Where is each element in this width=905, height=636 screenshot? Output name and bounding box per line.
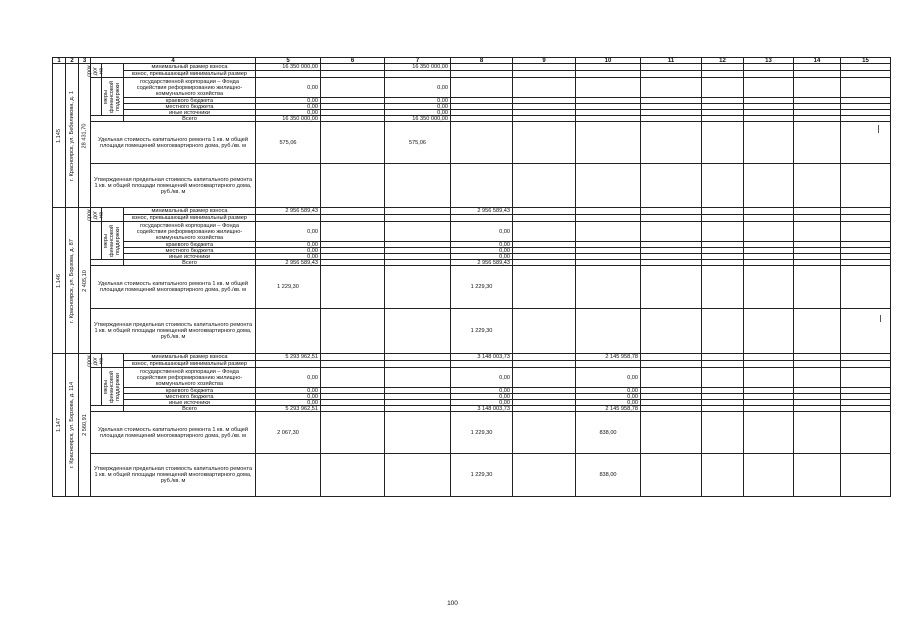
block-address bbox=[65, 207, 79, 354]
value-region-c7: 0,00 bbox=[384, 97, 451, 104]
block-id-text: 1.146 bbox=[56, 273, 62, 288]
value-fund-c13 bbox=[743, 221, 794, 242]
value-unit-c10 bbox=[575, 265, 641, 309]
value-unit-c8: 1 229,30 bbox=[450, 411, 513, 454]
value-other-c10: 0,00 bbox=[575, 399, 641, 406]
value-fund-c12 bbox=[701, 367, 744, 388]
row-label-region: краевого бюджета bbox=[123, 97, 256, 104]
block-area-text: 2 560,91 bbox=[81, 414, 88, 436]
value-other-c8: 0,00 bbox=[450, 253, 513, 260]
row-label-min: минимальный размер взноса bbox=[123, 207, 256, 215]
block-id bbox=[52, 207, 66, 354]
value-local-c5: 0,00 bbox=[255, 393, 321, 400]
value-limit-c14 bbox=[793, 308, 841, 354]
row-label-fund: государственной корпорации – Фонда содействия реформированию жилищно-коммунального хозяйства bbox=[123, 221, 256, 242]
header-col-8: 8 bbox=[450, 57, 513, 64]
value-fund-c7 bbox=[384, 367, 451, 388]
row-label-region: краевого бюджета bbox=[123, 387, 256, 394]
row-label-unit: Удельная стоимость капитального ремонта 1 кв. м общей площади помещений многоквартирного дома, руб./кв. м bbox=[90, 265, 256, 309]
value-unit-c11 bbox=[640, 265, 702, 309]
value-region-c5: 0,00 bbox=[255, 97, 321, 104]
value-fund-c13 bbox=[743, 77, 794, 98]
value-fund-c14 bbox=[793, 221, 841, 242]
row-label-local: местного бюджета bbox=[123, 247, 256, 254]
row-label-over: взнос, превышающий минимальный размер bbox=[123, 214, 256, 222]
page-number: 100 bbox=[447, 600, 458, 607]
value-limit-c14 bbox=[793, 163, 841, 208]
value-other-c5: 0,00 bbox=[255, 109, 321, 116]
value-region-c5: 0,00 bbox=[255, 241, 321, 248]
value-fund-c9 bbox=[512, 77, 576, 98]
row-label-min: минимальный размер взноса bbox=[123, 63, 256, 71]
header-col-7: 7 bbox=[384, 57, 451, 64]
row-label-other: иные источники bbox=[123, 109, 256, 116]
value-limit-c9 bbox=[512, 163, 576, 208]
block-id-text: 1.147 bbox=[56, 418, 62, 432]
value-fund-c10 bbox=[575, 77, 641, 98]
value-fund-c7 bbox=[384, 221, 451, 242]
row-label-limit: Утвержденная предельная стоимость капитального ремонта 1 кв. м общей площади помещений многоквартирного дома, руб./кв. м bbox=[90, 453, 256, 497]
value-min-c8: 3 148 003,73 bbox=[450, 353, 513, 361]
value-fund-c6 bbox=[320, 221, 385, 242]
value-limit-c6 bbox=[320, 453, 385, 497]
value-limit-c6 bbox=[320, 163, 385, 208]
value-fund-c14 bbox=[793, 367, 841, 388]
header-col-2: 2 bbox=[65, 57, 79, 64]
row-label-region: краевого бюджета bbox=[123, 241, 256, 248]
header-col-15: 15 bbox=[840, 57, 891, 64]
value-unit-c14 bbox=[793, 121, 841, 164]
value-unit-c12 bbox=[701, 121, 744, 164]
support-measures-label-text: меры финансовой поддержки bbox=[103, 80, 122, 113]
row-label-min: минимальный размер взноса bbox=[123, 353, 256, 361]
value-unit-c13 bbox=[743, 121, 794, 164]
value-unit-c11 bbox=[640, 121, 702, 164]
value-region-c5: 0,00 bbox=[255, 387, 321, 394]
header-col-6: 6 bbox=[320, 57, 385, 64]
value-min-c8: 2 956 589,43 bbox=[450, 207, 513, 215]
value-fund-c12 bbox=[701, 77, 744, 98]
row-label-fund: государственной корпорации – Фонда содействия реформированию жилищно-коммунального хозяйства bbox=[123, 77, 256, 98]
block-address-text: г. Красноярск, ул. Бебеликова, д. 1 bbox=[69, 90, 76, 181]
value-unit-c5: 2 067,30 bbox=[255, 411, 321, 454]
row-label-total: Всего bbox=[123, 259, 256, 266]
value-limit-c10 bbox=[575, 163, 641, 208]
value-unit-c14 bbox=[793, 265, 841, 309]
value-region-c8: 0,00 bbox=[450, 241, 513, 248]
header-col-11: 11 bbox=[640, 57, 702, 64]
block-address bbox=[65, 353, 79, 497]
row-label-unit: Удельная стоимость капитального ремонта 1 кв. м общей площади помещений многоквартирного дома, руб./кв. м bbox=[90, 121, 256, 164]
value-unit-c13 bbox=[743, 265, 794, 309]
support-measures-label-text: меры финансовой поддержки bbox=[103, 224, 122, 257]
support-measures-label-text: меры финансовой поддержки bbox=[103, 370, 122, 403]
value-unit-c15 bbox=[840, 265, 891, 309]
value-fund-c10 bbox=[575, 221, 641, 242]
value-limit-c8: 1 229,30 bbox=[450, 453, 513, 497]
value-limit-c9 bbox=[512, 453, 576, 497]
value-fund-c15 bbox=[840, 367, 891, 388]
value-fund-c11 bbox=[640, 367, 702, 388]
row-label-fund: государственной корпорации – Фонда содействия реформированию жилищно-коммунального хозяйства bbox=[123, 367, 256, 388]
value-total-c10: 2 145 958,78 bbox=[575, 405, 641, 412]
value-total-c8: 2 956 589,43 bbox=[450, 259, 513, 266]
value-limit-c10 bbox=[575, 308, 641, 354]
value-limit-c10: 838,00 bbox=[575, 453, 641, 497]
value-fund-c15 bbox=[840, 77, 891, 98]
row-label-limit: Утвержденная предельная стоимость капитального ремонта 1 кв. м общей площади помещений многоквартирного дома, руб./кв. м bbox=[90, 308, 256, 354]
value-limit-c12 bbox=[701, 453, 744, 497]
row-label-over: взнос, превышающий минимальный размер bbox=[123, 70, 256, 78]
value-fund-c12 bbox=[701, 221, 744, 242]
value-limit-c5 bbox=[255, 163, 321, 208]
value-fund-c11 bbox=[640, 77, 702, 98]
value-limit-c11 bbox=[640, 308, 702, 354]
value-local-c8: 0,00 bbox=[450, 393, 513, 400]
value-unit-c6 bbox=[320, 265, 385, 309]
row-label-limit: Утвержденная предельная стоимость капитального ремонта 1 кв. м общей площади помещений многоквартирного дома, руб./кв. м bbox=[90, 163, 256, 208]
value-limit-c6 bbox=[320, 308, 385, 354]
value-fund-c6 bbox=[320, 77, 385, 98]
row-label-over: взнос, превышающий минимальный размер bbox=[123, 360, 256, 368]
value-limit-c13 bbox=[743, 308, 794, 354]
value-total-c7: 16 350 000,00 bbox=[384, 115, 451, 122]
value-min-c5: 16 350 000,00 bbox=[255, 63, 321, 71]
value-region-c8: 0,00 bbox=[450, 387, 513, 394]
value-total-c5: 2 956 589,43 bbox=[255, 259, 321, 266]
value-unit-c9 bbox=[512, 411, 576, 454]
value-limit-c5 bbox=[255, 308, 321, 354]
header-col-5: 5 bbox=[255, 57, 321, 64]
value-limit-c9 bbox=[512, 308, 576, 354]
value-fund-c15 bbox=[840, 221, 891, 242]
value-unit-c9 bbox=[512, 265, 576, 309]
value-fund-c14 bbox=[793, 77, 841, 98]
value-unit-c7 bbox=[384, 265, 451, 309]
value-fund-c11 bbox=[640, 221, 702, 242]
value-other-c8: 0,00 bbox=[450, 399, 513, 406]
deadline-label-text: срок дог на bbox=[87, 64, 105, 77]
value-unit-c14 bbox=[793, 411, 841, 454]
value-local-c10: 0,00 bbox=[575, 393, 641, 400]
header-col-12: 12 bbox=[701, 57, 744, 64]
header-col-1: 1 bbox=[52, 57, 66, 64]
value-unit-c6 bbox=[320, 411, 385, 454]
value-local-c8: 0,00 bbox=[450, 247, 513, 254]
value-local-c5: 0,00 bbox=[255, 103, 321, 110]
row-label-unit: Удельная стоимость капитального ремонта 1 кв. м общей площади помещений многоквартирного дома, руб./кв. м bbox=[90, 411, 256, 454]
value-unit-c10: 838,00 bbox=[575, 411, 641, 454]
value-fund-c5: 0,00 bbox=[255, 77, 321, 98]
block-area-text: 28 431,70 bbox=[81, 123, 88, 148]
value-fund-c6 bbox=[320, 367, 385, 388]
value-other-c7: 0,00 bbox=[384, 109, 451, 116]
value-fund-c8: 0,00 bbox=[450, 221, 513, 242]
block-id bbox=[52, 353, 66, 497]
value-limit-c12 bbox=[701, 163, 744, 208]
value-total-c5: 16 350 000,00 bbox=[255, 115, 321, 122]
value-min-c7: 16 350 000,00 bbox=[384, 63, 451, 71]
block-address-text: г. Красноярск, ул. Борзова, д. 114 bbox=[69, 381, 75, 469]
value-fund-c7: 0,00 bbox=[384, 77, 451, 98]
value-unit-c8: 1 229,30 bbox=[450, 265, 513, 309]
value-other-c5: 0,00 bbox=[255, 253, 321, 260]
row-label-other: иные источники bbox=[123, 399, 256, 406]
value-unit-c12 bbox=[701, 265, 744, 309]
value-fund-c10: 0,00 bbox=[575, 367, 641, 388]
value-limit-c15 bbox=[840, 308, 891, 354]
scan-mark bbox=[878, 125, 879, 133]
value-min-c5: 5 293 962,51 bbox=[255, 353, 321, 361]
block-id bbox=[52, 63, 66, 208]
value-fund-c9 bbox=[512, 221, 576, 242]
row-label-local: местного бюджета bbox=[123, 103, 256, 110]
header-col-3: 3 bbox=[78, 57, 91, 64]
value-limit-c11 bbox=[640, 453, 702, 497]
header-col-13: 13 bbox=[743, 57, 794, 64]
support-measures-label bbox=[101, 367, 124, 406]
value-limit-c7 bbox=[384, 163, 451, 208]
value-fund-c13 bbox=[743, 367, 794, 388]
block-address bbox=[65, 63, 79, 208]
value-unit-c15 bbox=[840, 121, 891, 164]
value-limit-c7 bbox=[384, 453, 451, 497]
value-fund-c8: 0,00 bbox=[450, 367, 513, 388]
block-area-text: 2 405,10 bbox=[81, 269, 88, 292]
row-label-total: Всего bbox=[123, 115, 256, 122]
value-unit-c15 bbox=[840, 411, 891, 454]
value-unit-c6 bbox=[320, 121, 385, 164]
value-min-c10: 2 145 958,78 bbox=[575, 353, 641, 361]
row-label-total: Всего bbox=[123, 405, 256, 412]
scan-mark bbox=[880, 315, 881, 322]
value-local-c5: 0,00 bbox=[255, 247, 321, 254]
block-address-text: г. Красноярск, ул. Борзова, д. 87 bbox=[69, 238, 75, 323]
value-other-c5: 0,00 bbox=[255, 399, 321, 406]
value-unit-c5: 1 229,30 bbox=[255, 265, 321, 309]
header-col-10: 10 bbox=[575, 57, 641, 64]
value-limit-c8: 1 229,30 bbox=[450, 308, 513, 354]
value-fund-c9 bbox=[512, 367, 576, 388]
value-unit-c13 bbox=[743, 411, 794, 454]
value-limit-c13 bbox=[743, 453, 794, 497]
value-unit-c9 bbox=[512, 121, 576, 164]
value-fund-c5: 0,00 bbox=[255, 221, 321, 242]
value-limit-c15 bbox=[840, 453, 891, 497]
value-limit-c7 bbox=[384, 308, 451, 354]
value-fund-c8 bbox=[450, 77, 513, 98]
value-limit-c11 bbox=[640, 163, 702, 208]
value-unit-c7: 575,06 bbox=[384, 121, 451, 164]
header-col-4: 4 bbox=[90, 57, 256, 64]
value-local-c7: 0,00 bbox=[384, 103, 451, 110]
sub-cell bbox=[101, 207, 124, 222]
value-fund-c5: 0,00 bbox=[255, 367, 321, 388]
header-col-9: 9 bbox=[512, 57, 576, 64]
value-limit-c15 bbox=[840, 163, 891, 208]
value-unit-c5: 575,06 bbox=[255, 121, 321, 164]
value-unit-c7 bbox=[384, 411, 451, 454]
support-measures-label bbox=[101, 77, 124, 116]
value-min-c5: 2 956 589,43 bbox=[255, 207, 321, 215]
deadline-label-text: срок дог на bbox=[87, 208, 105, 221]
value-unit-c12 bbox=[701, 411, 744, 454]
value-unit-c11 bbox=[640, 411, 702, 454]
value-limit-c5 bbox=[255, 453, 321, 497]
deadline-label-text: срок дог на bbox=[87, 354, 105, 367]
value-unit-c10 bbox=[575, 121, 641, 164]
value-region-c10: 0,00 bbox=[575, 387, 641, 394]
value-total-c8: 3 148 003,73 bbox=[450, 405, 513, 412]
header-col-14: 14 bbox=[793, 57, 841, 64]
sub-cell bbox=[101, 353, 124, 368]
block-id-text: 1.145 bbox=[56, 128, 62, 143]
value-limit-c12 bbox=[701, 308, 744, 354]
row-label-other: иные источники bbox=[123, 253, 256, 260]
row-label-local: местного бюджета bbox=[123, 393, 256, 400]
value-unit-c8 bbox=[450, 121, 513, 164]
support-measures-label bbox=[101, 221, 124, 260]
value-limit-c13 bbox=[743, 163, 794, 208]
sub-cell bbox=[101, 63, 124, 78]
value-limit-c14 bbox=[793, 453, 841, 497]
value-limit-c8 bbox=[450, 163, 513, 208]
value-total-c5: 5 293 962,51 bbox=[255, 405, 321, 412]
